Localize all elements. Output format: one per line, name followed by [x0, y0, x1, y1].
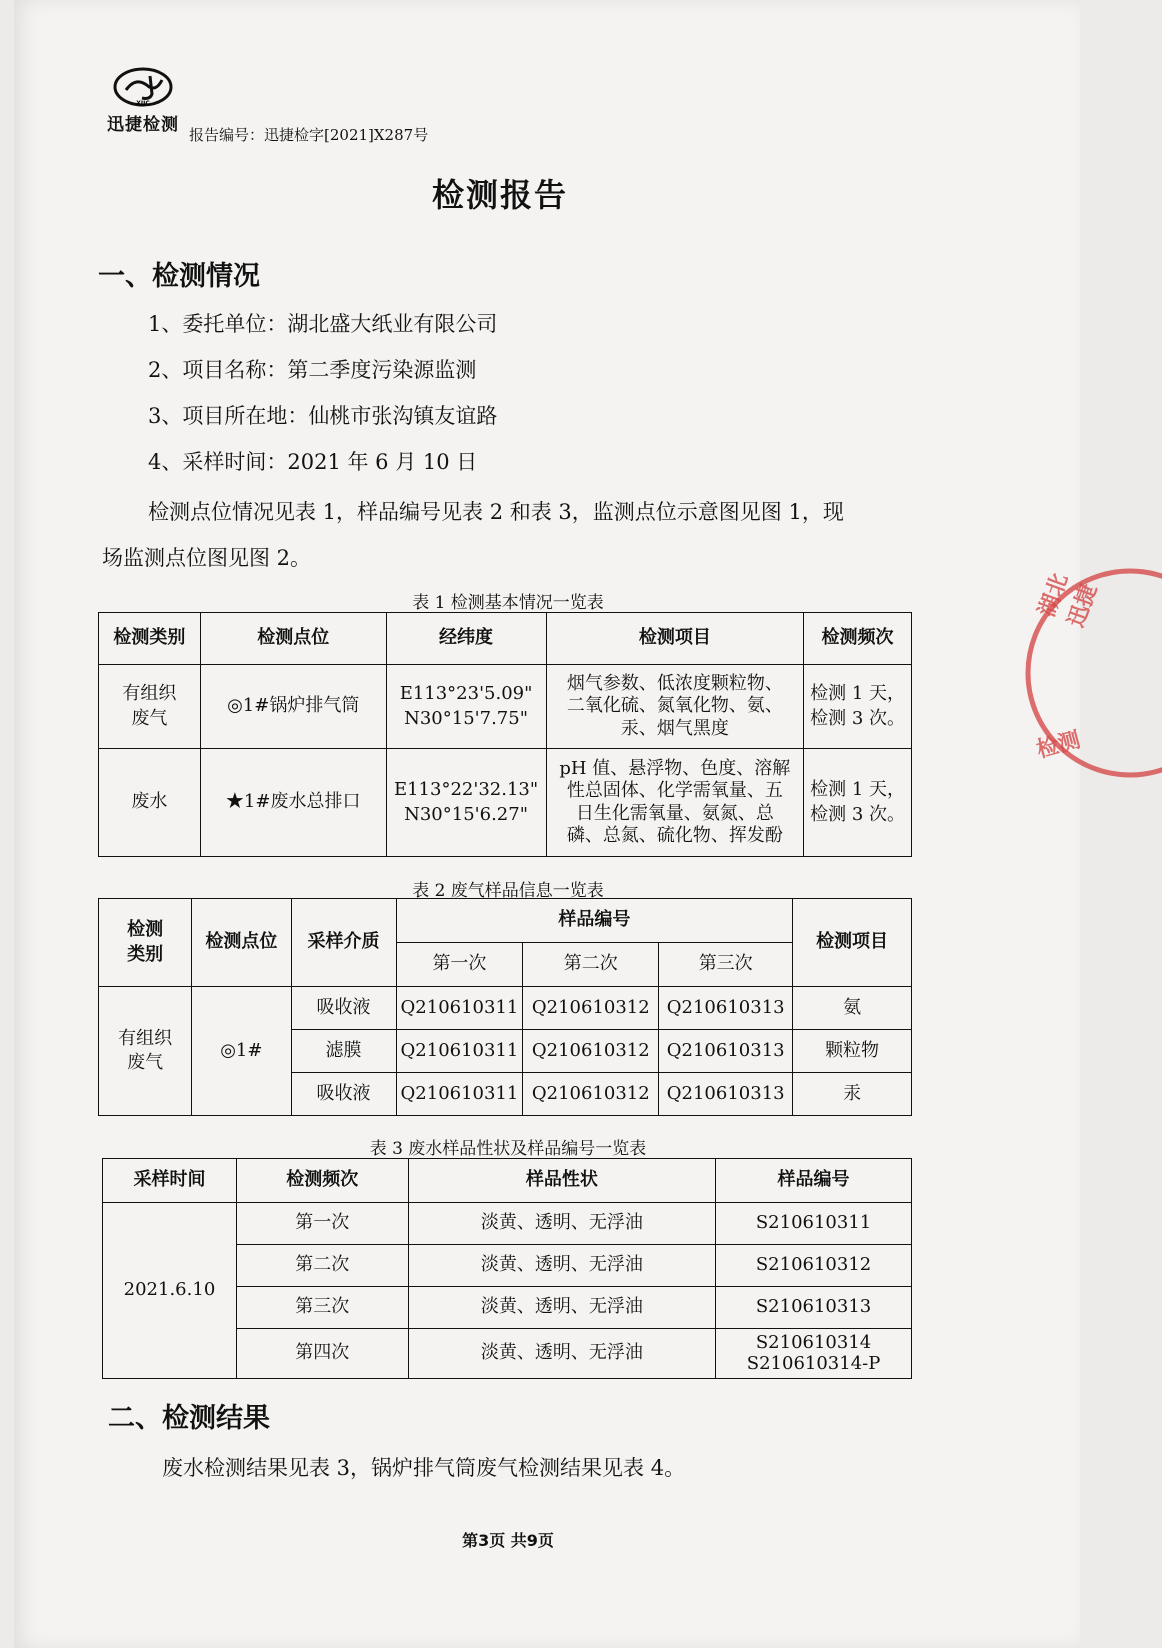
freq-cell: 检测 1 天， 检测 3 次。 — [804, 665, 912, 749]
table2-header-category: 检测 类别 — [99, 899, 192, 987]
items-cell: pH 值、悬浮物、色度、溶解 性总固体、化学需氧量、五 日生化需氧量、氨氮、总 磷、总氮、硫化物、挥发酚 — [546, 749, 804, 857]
table3-header-row — [103, 1159, 912, 1203]
logo-emblem-icon — [112, 66, 174, 108]
item-cell: 汞 — [793, 1073, 912, 1116]
sample-cell: Q210610312 — [523, 987, 659, 1030]
report-number: 报告编号：迅捷检字[2021]X287号 — [189, 126, 429, 144]
medium-cell: 吸收液 — [291, 987, 396, 1030]
item-cell: 颗粒物 — [793, 1030, 912, 1073]
table-row — [99, 749, 912, 857]
table3-header: 检测频次 — [236, 1159, 408, 1203]
paragraph-line2: 场监测点位图见图 2。 — [102, 546, 312, 570]
sample-cell: Q210610313 — [659, 1073, 793, 1116]
state-cell: 淡黄、透明、无浮油 — [408, 1245, 715, 1287]
section2-heading: 二、检测结果 — [108, 1403, 270, 1434]
medium-cell: 吸收液 — [291, 1073, 396, 1116]
table-row — [99, 665, 912, 749]
point-cell: ◎1#锅炉排气筒 — [200, 665, 386, 749]
project-name-line: 2、项目名称：第二季度污染源监测 — [148, 358, 477, 382]
table3-header: 样品编号 — [716, 1159, 912, 1203]
client-line: 1、委托单位：湖北盛大纸业有限公司 — [148, 312, 498, 336]
date-cell: 2021.6.10 — [103, 1203, 237, 1379]
company-logo — [98, 66, 188, 135]
sampling-time-line: 4、采样时间：2021 年 6 月 10 日 — [148, 450, 478, 474]
state-cell: 淡黄、透明、无浮油 — [408, 1329, 715, 1379]
table2-header-point: 检测点位 — [192, 899, 291, 987]
freq-cell: 第一次 — [236, 1203, 408, 1245]
table3-header: 采样时间 — [103, 1159, 237, 1203]
point-cell: ★1#废水总排口 — [200, 749, 386, 857]
table1-header: 检测频次 — [804, 613, 912, 665]
table-row — [103, 1203, 912, 1245]
sample-id-cell: S210610313 — [716, 1287, 912, 1329]
table2-header-item: 检测项目 — [793, 899, 912, 987]
sample-cell: Q210610313 — [659, 1030, 793, 1073]
table1-header: 检测类别 — [99, 613, 201, 665]
sample-cell: Q210610313 — [659, 987, 793, 1030]
item-cell: 氨 — [793, 987, 912, 1030]
freq-cell: 第三次 — [236, 1287, 408, 1329]
table1-caption: 表 1 检测基本情况一览表 — [412, 593, 604, 613]
point-cell: ◎1# — [192, 987, 291, 1116]
table2 — [98, 898, 912, 1116]
coords-cell: E113°22'32.13" N30°15'6.27" — [386, 749, 546, 857]
table2-header-medium: 采样介质 — [291, 899, 396, 987]
table1-header: 检测项目 — [546, 613, 804, 665]
paragraph-line1: 检测点位情况见表 1，样品编号见表 2 和表 3，监测点位示意图见图 1，现 — [148, 500, 844, 524]
sample-cell: Q210610312 — [523, 1030, 659, 1073]
sample-cell: Q210610311 — [396, 1030, 523, 1073]
sample-cell: Q210610312 — [523, 1073, 659, 1116]
freq-cell: 第二次 — [236, 1245, 408, 1287]
table-row — [99, 987, 912, 1030]
logo-text: 迅捷检测 — [107, 115, 179, 135]
sample-id-cell: S210610311 — [716, 1203, 912, 1245]
table2-header-row — [99, 899, 912, 943]
run-header: 第三次 — [659, 943, 793, 987]
state-cell: 淡黄、透明、无浮油 — [408, 1203, 715, 1245]
table2-caption: 表 2 废气样品信息一览表 — [412, 881, 604, 901]
table1-header: 检测点位 — [200, 613, 386, 665]
items-cell: 烟气参数、低浓度颗粒物、 二氧化硫、氮氧化物、氨、 汞、烟气黑度 — [546, 665, 804, 749]
table2-header-sample-no: 样品编号 — [396, 899, 793, 943]
section2-text: 废水检测结果见表 3，锅炉排气筒废气检测结果见表 4。 — [162, 1456, 686, 1480]
category-cell: 废水 — [99, 749, 201, 857]
document-title: 检测报告 — [431, 176, 568, 214]
category-cell: 有组织 废气 — [99, 987, 192, 1116]
freq-cell: 检测 1 天， 检测 3 次。 — [804, 749, 912, 857]
medium-cell: 滤膜 — [291, 1030, 396, 1073]
sample-id-cell: S210610312 — [716, 1245, 912, 1287]
run-header: 第一次 — [396, 943, 523, 987]
table1-header: 经纬度 — [386, 613, 546, 665]
table3-caption: 表 3 废水样品性状及样品编号一览表 — [369, 1139, 647, 1159]
stamp-text-bottom: 检测 — [1034, 727, 1084, 764]
sample-id-cell: S210610314 S210610314-P — [716, 1329, 912, 1379]
state-cell: 淡黄、透明、无浮油 — [408, 1287, 715, 1329]
run-header: 第二次 — [523, 943, 659, 987]
project-location-line: 3、项目所在地：仙桃市张沟镇友谊路 — [148, 404, 498, 428]
freq-cell: 第四次 — [236, 1329, 408, 1379]
sample-cell: Q210610311 — [396, 1073, 523, 1116]
page-number: 第3页 共9页 — [462, 1531, 554, 1550]
section1-heading: 一、检测情况 — [98, 261, 260, 292]
table1-header-row — [99, 613, 912, 665]
category-cell: 有组织 废气 — [99, 665, 201, 749]
table3-header: 样品性状 — [408, 1159, 715, 1203]
sample-cell: Q210610311 — [396, 987, 523, 1030]
table3 — [102, 1158, 912, 1379]
logo-sub: XJJC — [136, 100, 150, 107]
coords-cell: E113°23'5.09" N30°15'7.75" — [386, 665, 546, 749]
stamp-text-top: 湖北迅捷 — [1034, 570, 1103, 631]
table1 — [98, 612, 912, 857]
